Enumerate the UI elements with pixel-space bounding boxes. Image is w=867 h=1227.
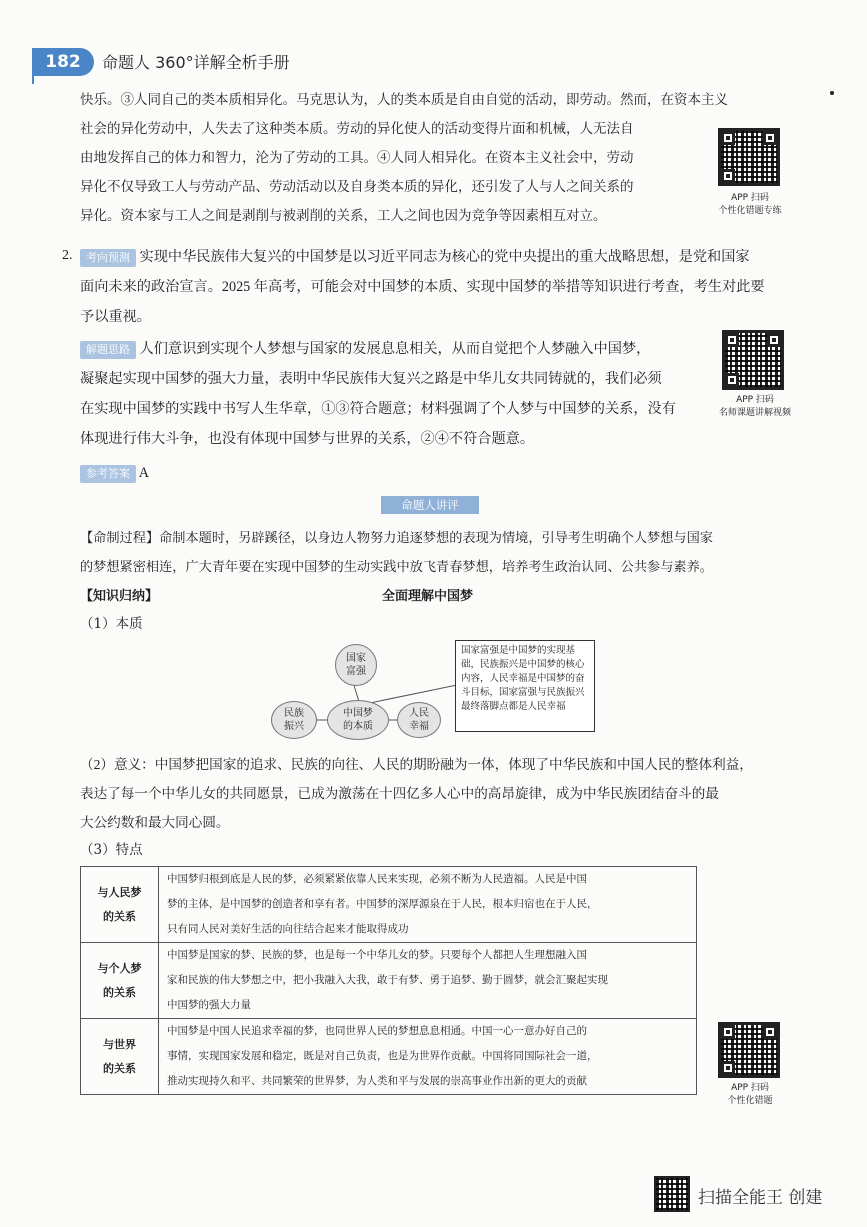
essence-diagram <box>265 640 605 750</box>
page-number: 182 <box>32 48 94 76</box>
table-row <box>81 943 697 1019</box>
analysis-line: 体现进行伟大斗争，也没有体现中国梦与世界的关系，②④不符合题意。 <box>80 431 535 447</box>
analysis-tag: 解题思路 <box>80 341 136 359</box>
row-key: 与世界 的关系 <box>81 1019 159 1095</box>
meaning-line: （2）意义：中国梦把国家的追求、民族的向往、人民的期盼融为一体，体现了中华民族和中国人民的整体利益， <box>80 757 753 772</box>
text-line: 异化不仅导致工人与劳动产品、劳动活动以及自身类本质的异化，还引发了人与人之间关系的 <box>80 179 634 195</box>
answer-line <box>80 458 149 488</box>
row-value: 中国梦归根到底是人民的梦，必须紧紧依靠人民来实现，必须不断为人民造福。人民是中国 梦的主体，是中国梦的创造者和享有者。中国梦的深厚源泉在于人民，根本归宿也在于人民， 只有同人民对美好生活的向往结合起来才能取得成功 <box>159 867 697 943</box>
text-line: 由地发挥自己的体力和智力，沦为了劳动的工具。④人同人相异化。在资本主义社会中，劳动 <box>80 150 634 166</box>
qr-code-icon[interactable] <box>718 1022 780 1078</box>
question-line: 面向未来的政治宣言。2025 年高考，可能会对中国梦的本质、实现中国梦的举措等知识进行考查，考生对此要 <box>80 279 765 295</box>
question-text: 实现中华民族伟大复兴的中国梦是以习近平同志为核心的党中央提出的重大战略思想，是党和国家 <box>139 249 750 265</box>
qr-caption: APP 扫码 名师课题讲解视频 <box>718 395 791 418</box>
answer-tag: 参考答案 <box>80 465 136 483</box>
section-label: （3）特点 <box>80 842 143 858</box>
watermark-text: 扫描全能王 创建 <box>698 1188 823 1208</box>
analysis-line: 凝聚起实现中国梦的强大力量，表明中华民族伟大复兴之路是中华儿女共同铸就的，我们必须 <box>80 371 662 387</box>
meaning-line: 大公约数和最大同心圆。 <box>80 815 230 830</box>
scanner-logo-icon <box>654 1176 690 1212</box>
qr-code-icon[interactable] <box>718 128 780 186</box>
qr-caption: APP 扫码 个性化错题 <box>727 1083 773 1106</box>
analysis-line <box>80 334 650 364</box>
diagram-note: 国家富强是中国梦的实现基础，民族振兴是中国梦的核心内容，人民幸福是中国梦的奋斗目标，国家富强与民族振兴最终落脚点都是人民幸福 <box>455 640 595 732</box>
page-header <box>32 48 362 76</box>
section-label: （1）本质 <box>80 616 143 632</box>
row-value: 中国梦是中国人民追求幸福的梦，也同世界人民的梦想息息相通。中国一心一意办好自己的 事情，实现国家发展和稳定，既是对自己负责，也是为世界作贡献。中国将同国际社会一道， 推动实现持久和平、共同繁荣的世界梦，为人类和平与发展的崇高事业作出新的更大的贡献 <box>159 1019 697 1095</box>
text-line: 快乐。③人同自己的类本质相异化。马克思认为，人的类本质是自由自觉的活动，即劳动。然而，在资本主义 <box>80 92 728 108</box>
process-line: 的梦想紧密相连，广大青年要在实现中国梦的生动实践中放飞青春梦想，培养考生政治认同、公共参与素养。 <box>80 560 713 575</box>
table-row <box>81 1019 697 1095</box>
question-line: 予以重视。 <box>80 309 151 325</box>
node-rejuvenation: 民族振兴 <box>271 701 317 739</box>
node-center: 中国梦的本质 <box>327 700 389 740</box>
analysis-line: 在实现中国梦的实践中书写人生华章，①③符合题意；材料强调了个人梦与中国梦的关系，没有 <box>80 401 676 417</box>
knowledge-label: 【知识归纳】 <box>80 589 159 604</box>
analysis-text: 人们意识到实现个人梦想与国家的发展息息相关，从而自觉把个人梦融入中国梦， <box>139 341 651 357</box>
meaning-line: 表达了每一个中华儿女的共同愿景，已成为激荡在十四亿多人心中的高昂旋律，成为中华民族团结奋斗的最 <box>80 786 719 801</box>
margin-dot <box>830 91 834 95</box>
book-title: 命题人 360°详解全析手册 <box>102 53 290 72</box>
answer-value: A <box>138 465 150 481</box>
commentary-tag: 命题人讲评 <box>381 496 479 514</box>
knowledge-title: 全面理解中国梦 <box>382 589 474 604</box>
process-line: 【命制过程】命制本题时，另辟蹊径，以身边人物努力追逐梦想的表现为情境，引导考生明确个人梦想与国家 <box>80 531 713 546</box>
table-row <box>81 867 697 943</box>
question-line <box>80 242 750 272</box>
question-number: 2. <box>62 248 73 263</box>
row-value: 中国梦是国家的梦、民族的梦，也是每一个中华儿女的梦。只要每个人都把人生理想融入国 家和民族的伟大梦想之中，把小我融入大我，敢于有梦、勇于追梦、勤于圆梦，就会汇聚起实现 中国梦的强大力量 <box>159 943 697 1019</box>
qr-code-icon[interactable] <box>722 330 784 390</box>
qr-caption: APP 扫码 个性化错题专练 <box>718 193 782 216</box>
header-accent <box>32 76 34 84</box>
row-key: 与个人梦 的关系 <box>81 943 159 1019</box>
forecast-tag: 考向预测 <box>80 249 136 267</box>
text-line: 异化。资本家与工人之间是剥削与被剥削的关系，工人之间也因为竞争等因素相互对立。 <box>80 208 607 224</box>
node-prosperity: 国家富强 <box>335 644 377 686</box>
node-happiness: 人民幸福 <box>397 702 441 738</box>
row-key: 与人民梦 的关系 <box>81 867 159 943</box>
features-table <box>80 866 697 1095</box>
text-line: 社会的异化劳动中，人失去了这种类本质。劳动的异化使人的活动变得片面和机械，人无法自 <box>80 121 634 137</box>
